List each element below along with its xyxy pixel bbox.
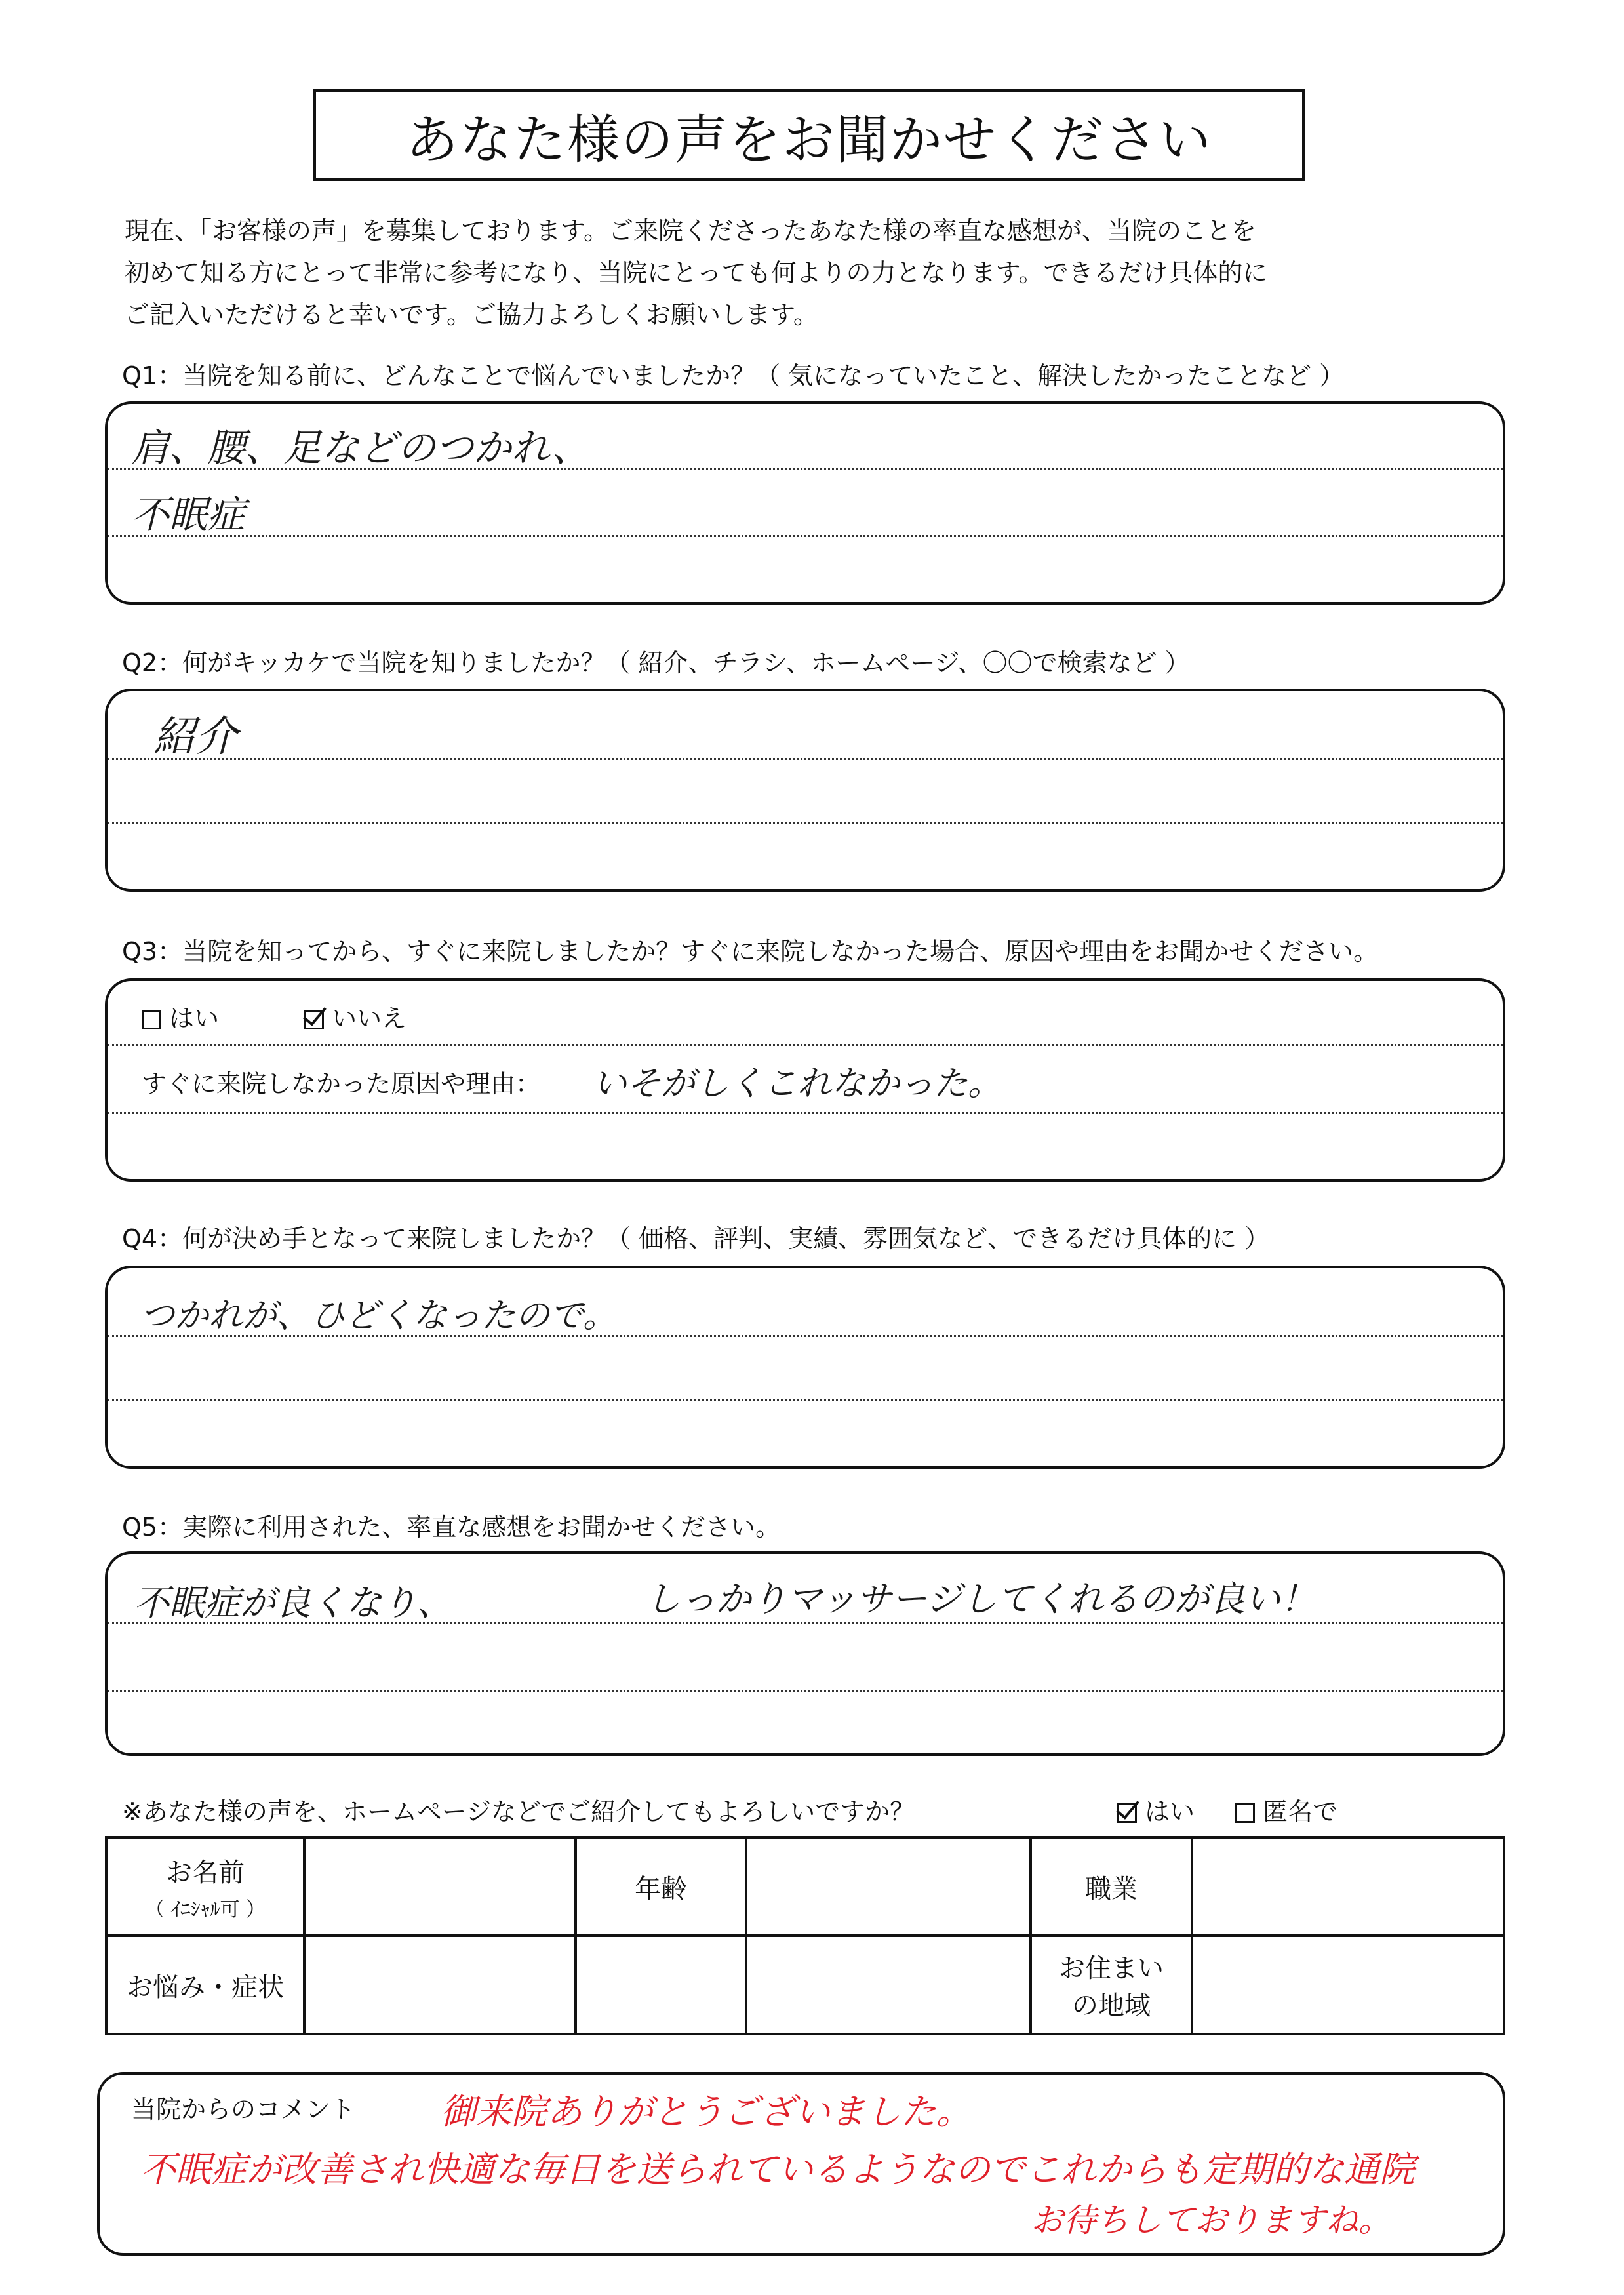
job-label-cell: [1031, 1837, 1192, 1936]
name-label-cell: [106, 1837, 304, 1936]
clinic-comment-line-2: 不眠症が改善され快適な毎日を送られているようなのでこれからも定期的な通院: [140, 2149, 1415, 2190]
q2-question: Q2：何がキッカケで当院を知りましたか？（ 紹介、チラシ、ホームページ、〇〇で検索など ）: [122, 649, 1190, 677]
q3-reason-answer: いそがしくこれなかった。: [593, 1064, 1002, 1104]
job-field[interactable]: [1192, 1837, 1504, 1936]
answer-line: [108, 1112, 1503, 1114]
q4-answer-box[interactable]: [105, 1266, 1505, 1469]
job-label: 職業: [1085, 1873, 1138, 1904]
q3-option-no[interactable]: いいえ: [304, 998, 406, 1034]
answer-line: [108, 1399, 1503, 1401]
q4-answer-line-1: つかれが、ひどくなったので。: [140, 1296, 617, 1336]
name-field[interactable]: [304, 1837, 576, 1936]
consent-question: ※あなた様の声を、ホームページなどでご紹介してもよろしいですか？: [122, 1797, 915, 1826]
intro-line-2: 初めて知る方にとって非常に参考になり、当院にとっても何よりの力となります。できるだけ具体的に: [125, 258, 1268, 287]
q5-answer-part-1: 不眠症が良くなり、: [134, 1582, 452, 1624]
intro-line-3: ご記入いただけると幸いです。ご協力よろしくお願いします。: [125, 300, 818, 329]
intro-text: [125, 210, 1501, 336]
checked-checkbox-icon[interactable]: [1117, 1803, 1137, 1823]
clinic-comment-label: 当院からのコメント: [131, 2095, 356, 2124]
form-title: あなた様の声をお聞かせください: [313, 89, 1305, 181]
age-label: 年齢: [635, 1873, 687, 1904]
symptom-extra-field[interactable]: [576, 1936, 746, 2034]
q5-question: Q5：実際に利用された、率直な感想をお聞かせください。: [122, 1513, 781, 1542]
consent-option-yes[interactable]: はい: [1117, 1791, 1195, 1827]
q3-reason-label: すぐに来院しなかった原因や理由：: [142, 1069, 541, 1098]
name-sub-label: （ ｲﾆｼｬﾙ可 ）: [144, 1898, 266, 1921]
intro-line-1: 現在、「お客様の声」を募集しております。ご来院くださったあなた様の率直な感想が、当院のことを: [125, 216, 1256, 245]
clinic-comment-line-1: 御来院ありがとうございました。: [441, 2091, 972, 2132]
consent-option-anonymous[interactable]: 匿名で: [1235, 1791, 1337, 1827]
q2-answer-line-1: 紹介: [153, 713, 237, 761]
q5-answer-part-2: しっかりマッサージしてくれるのが良い！: [645, 1578, 1316, 1620]
q1-answer-line-2: 不眠症: [131, 492, 246, 537]
q3-question: Q3：当院を知ってから、すぐに来院しましたか？すぐに来院しなかった場合、原因や理由をお聞かせください。: [122, 937, 1379, 966]
q1-question: Q1：当院を知る前に、どんなことで悩んでいましたか？（ 気になっていたこと、解決したかったことなど ）: [122, 361, 1345, 390]
answer-line: [108, 822, 1503, 824]
age-field[interactable]: [746, 1837, 1031, 1936]
answer-line: [108, 758, 1503, 760]
checked-checkbox-icon[interactable]: [304, 1010, 324, 1029]
q1-answer-box[interactable]: [105, 401, 1505, 605]
clinic-comment-line-3: お待ちしておりますね。: [1031, 2201, 1391, 2239]
clinic-comment-box: [97, 2072, 1505, 2256]
symptom-field[interactable]: [304, 1936, 576, 2034]
checkbox-icon[interactable]: [1235, 1803, 1255, 1823]
symptom-label: お悩み・症状: [127, 1972, 284, 2003]
answer-line: [108, 1690, 1503, 1692]
q3-answer-box[interactable]: [105, 978, 1505, 1182]
area-label-line-2: の地域: [1072, 1991, 1151, 2021]
checkbox-icon[interactable]: [142, 1010, 161, 1029]
area-field[interactable]: [1192, 1936, 1504, 2034]
age-label-cell: [576, 1837, 746, 1936]
q4-question: Q4：何が決め手となって来院しましたか？（ 価格、評判、実績、雰囲気など、できるだけ具体的に ）: [122, 1224, 1270, 1253]
answer-line: [108, 535, 1503, 537]
q3-option-yes[interactable]: はい: [142, 998, 219, 1034]
q5-answer-box[interactable]: [105, 1551, 1505, 1756]
answer-line: [108, 1044, 1503, 1046]
symptom-extra-field-2[interactable]: [746, 1936, 1031, 2034]
area-label-cell: [1031, 1936, 1192, 2034]
area-label-line-1: お住まい: [1059, 1953, 1164, 1984]
name-label: お名前: [166, 1857, 245, 1888]
symptom-label-cell: [106, 1936, 304, 2034]
q2-answer-box[interactable]: [105, 688, 1505, 892]
q1-answer-line-1: 肩、腰、足などのつかれ、: [131, 426, 590, 470]
customer-info-table: [105, 1836, 1505, 2035]
